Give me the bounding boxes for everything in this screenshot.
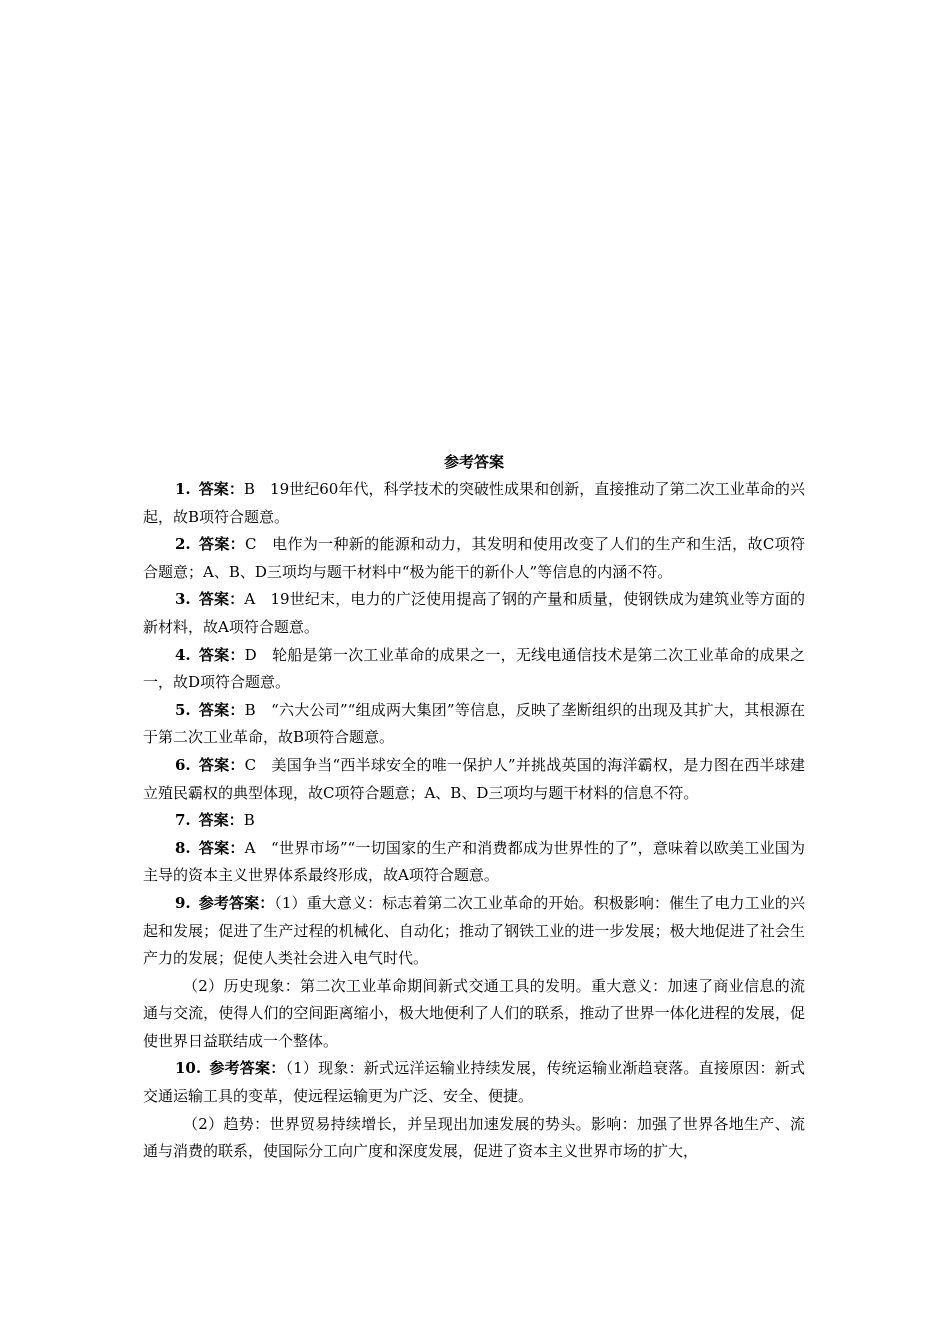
answer-label: 答案： [198, 755, 245, 774]
answer-text: C 电作为一种新的能源和动力，其发明和使用改变了人们的生产和生活，故C项符合题意；A、B、D三项均与题干材料中“极为能干的新仆人”等信息的内涵不符。 [143, 535, 805, 581]
answer-label: 答案： [198, 535, 246, 554]
answer-label: 答案： [198, 700, 245, 719]
answer-text: A “世界市场”“一切国家的生产和消费都成为世界性的了”，意味着以欧美工业国为主导的资本主义世界体系最终形成，故A项符合题意。 [143, 838, 805, 885]
answer-10-part-2 [143, 1111, 805, 1166]
answer-2 [143, 531, 805, 586]
answer-number: 9. [175, 893, 191, 912]
answer-text: C 美国争当“西半球安全的唯一保护人”并挑战英国的海洋霸权，是力图在西半球建立殖民霸权的典型体现，故C项符合题意；A、B、D三项均与题干材料的信息不符。 [143, 755, 805, 802]
answer-text: （2）历史现象：第二次工业革命期间新式交通工具的发明。重大意义：加速了商业信息的流通与交流，使得人们的空间距离缩小，极大地便利了人们的联系，推动了世界一体化进程的发展，促使世界日益联结成一个整体。 [143, 976, 805, 1050]
answer-text: B [243, 811, 255, 830]
answer-number: 2. [175, 535, 191, 554]
answer-number: 10. [175, 1059, 202, 1078]
answer-text: B 19世纪60年代，科学技术的突破性成果和创新，直接推动了第二次工业革命的兴起，故B项符合题意。 [143, 480, 805, 526]
answer-number: 6. [175, 755, 191, 774]
answer-number: 7. [175, 811, 191, 830]
answer-label: 答案： [198, 480, 244, 498]
answer-4 [143, 642, 805, 697]
section-title: 参考答案 [443, 453, 504, 471]
answer-number: 3. [175, 590, 191, 609]
answer-text: （1）重大意义：标志着第二次工业革命的开始。积极影响：催生了电力工业的兴起和发展；促进了生产过程的机械化、自动化；推动了钢铁工业的进一步发展；极大地促进了社会生产力的发展；促使人类社会进入电气时代。 [143, 893, 805, 968]
answer-label: 参考答案： [209, 1059, 286, 1078]
answer-key-section [143, 450, 805, 1166]
answer-text: A 19世纪末，电力的广泛使用提高了钢的产量和质量，使钢铁成为建筑业等方面的新材料，故A项符合题意。 [143, 590, 805, 636]
answer-9 [143, 890, 805, 973]
answer-number: 4. [175, 645, 191, 664]
answer-1 [143, 476, 805, 531]
answer-number: 1. [175, 480, 191, 498]
answer-text: D 轮船是第一次工业革命的成果之一，无线电通信技术是第二次工业革命的成果之一，故D项符合题意。 [143, 645, 805, 692]
answer-9-part-2 [143, 973, 805, 1056]
answer-number: 8. [175, 838, 191, 857]
answer-3 [143, 586, 805, 641]
answer-text: （2）趋势：世界贸易持续增长，并呈现出加速发展的势头。影响：加强了世界各地生产、流通与消费的联系，使国际分工向广度和深度发展，促进了资本主义世界市场的扩大， [143, 1114, 805, 1161]
answer-label: 答案： [198, 811, 244, 830]
answer-5 [143, 697, 805, 752]
answer-8 [143, 835, 805, 890]
answer-label: 答案： [198, 645, 245, 664]
answer-label: 答案： [198, 838, 245, 857]
answer-label: 答案： [198, 590, 245, 609]
answer-7 [143, 807, 805, 835]
answer-number: 5. [175, 700, 191, 719]
answer-10 [143, 1055, 805, 1110]
answer-6 [143, 752, 805, 807]
answer-label: 参考答案： [198, 893, 275, 912]
answer-text: （1）现象：新式远洋运输业持续发展，传统运输业渐趋衰落。直接原因：新式交通运输工具的变革，使远程运输更为广泛、安全、便捷。 [143, 1059, 805, 1106]
answer-text: B “六大公司”“组成两大集团”等信息，反映了垄断组织的出现及其扩大，其根源在于第二次工业革命，故B项符合题意。 [143, 700, 805, 747]
